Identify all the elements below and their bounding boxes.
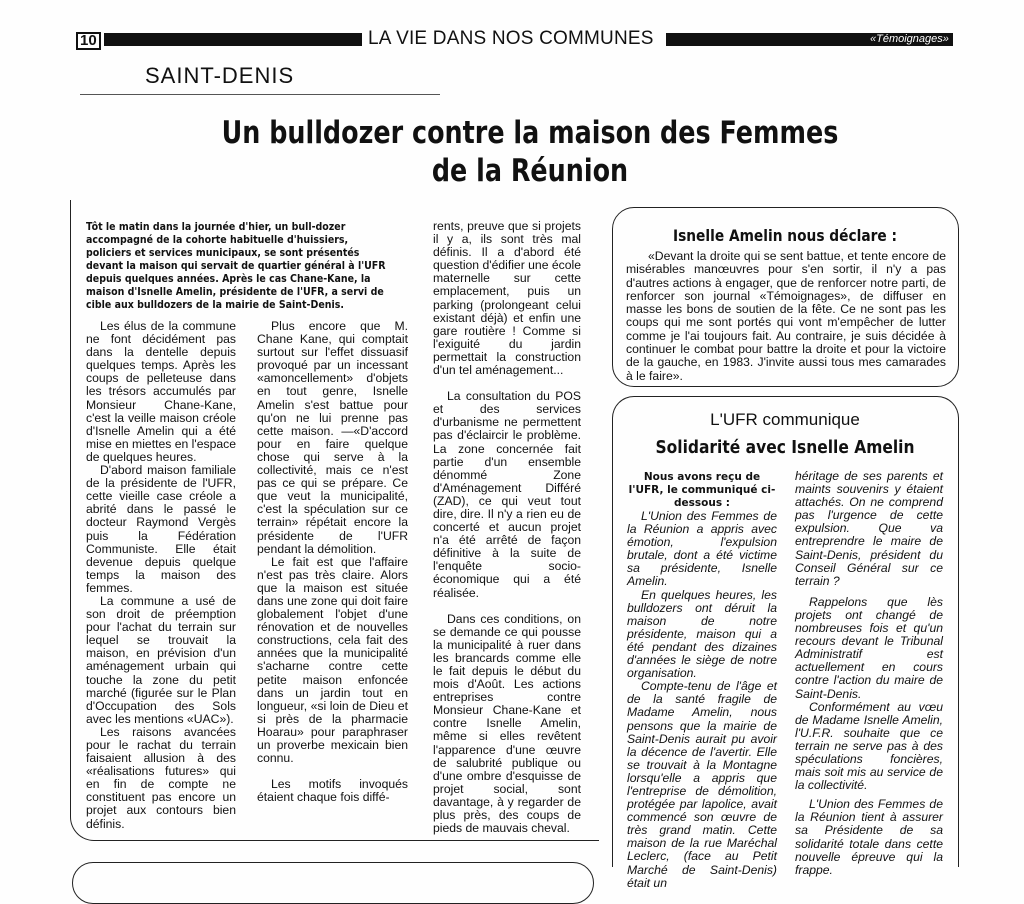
- paragraph: D'abord maison familiale de la présidente de l'UFR, cette vieille case créole a abrité dans le passé le docteur Raymond Vergès puis la Fédération Communiste. Elle était devenue depuis quelque temps la maison des femmes.: [86, 463, 236, 595]
- paragraph: La consultation du POS et des services d'urbanisme ne permettent pas d'éclaircir le problème. La zone concernée fait partie d'un ensemble dénommé Zone d'Aménagement Différé (ZAD), ce qui veut tout dire, dire. Il n'y a rien eu de concerté et aucun projet n'a été arrêté de façon définitive à la suite de l'enquête socio-économique qui a été réalisée.: [433, 389, 581, 600]
- paragraph: rents, preuve que si projets il y a, ils sont très mal définis. Il a d'abord été question d'édifier une école maternelle sur cette emplacement, puis un parking (prolongeant celui existant déjà) et enfin une gare routière ! Comme si l'exiguité du jardin permettait la construction d'un tel aménagement...: [433, 219, 582, 378]
- article-column-1: [86, 320, 236, 831]
- page-number: 10: [76, 32, 101, 50]
- paragraph: La commune a usé de son droit de préemption pour l'achat du terrain sur lequel se trouvait la maison, en prévision d'un aménagement urbain qui touche la zone du petit marché (figurée sur le Plan d'Occupation des Sols avec les mentions «UAC»).: [86, 593, 236, 726]
- section-title: LA VIE DANS NOS COMMUNES: [368, 28, 654, 49]
- next-article-frame: [72, 862, 594, 904]
- paragraph: Conformément au vœu de Madame Isnelle Amelin, l'U.F.R. souhaite que ce terrain ne serve pas à des spéculations foncières, mais soit mis au service de la collectivité.: [795, 699, 943, 793]
- declaration-body: «Devant la droite qui se sent battue, et tente encore de misérables manœuvres pour s'en sortir, il n'y a pas d'autres actions à engager, que de renforcer notre parti, de renforcer son journal «Témoignages», de diffuser en masse les bons de soutien de la fête. Ce ne sont pas les coups qui me sont portés qui vont m'empêcher de lutter comme je l'ai toujours fait. Au contraire, je suis décidée à continuer le combat pour battre la droite et pour la victoire de la gauche, en 1983. J'invite aussi tous mes camarades à le faire».: [626, 249, 946, 383]
- locality-rule: [80, 94, 440, 95]
- article-column-2: [257, 320, 408, 804]
- ufr-intro: Nous avons reçu de l'UFR, le communiqué ci-dessous :: [628, 471, 776, 509]
- ufr-column-1: [627, 471, 777, 890]
- paragraph: Rappelons que lès projets ont changé de nombreuses fois et qu'un recours devant le Tribunal Administratif est actuellement en cours contre l'action du maire de Saint-Denis.: [795, 594, 943, 701]
- paragraph: L'Union des Femmes de la Réunion tient à assurer sa Présidente de sa solidarité totale dans cette nouvelle épreuve qui la frappe.: [795, 797, 943, 877]
- paragraph: Les raisons avancées pour le rachat du terrain faisaient allusion à des «réalisations futures» qui en fin de compte ne constituent pas encore un projet aux contours bien définis.: [86, 724, 236, 831]
- paragraph: En quelques heures, les bulldozers ont déruit la maison de notre présidente, maison qui a été pendant des dizaines d'années le siège de notre organisation.: [627, 587, 777, 681]
- article-column-3: [433, 220, 581, 835]
- header-rule-right: [666, 33, 866, 46]
- locality-label: SAINT-DENIS: [145, 63, 295, 88]
- header-rule-left: [104, 33, 362, 46]
- paragraph: L'Union des Femmes de la Réunion a appris avec émotion, l'expulsion brutale, dont a été victime sa présidente, Isnelle Amelin.: [627, 509, 777, 589]
- paragraph: Le fait est que l'affaire n'est pas très claire. Alors que la maison est située dans une zone qui doit faire globalement l'objet d'une rénovation et de nouvelles constructions, cela fait des années que la municipalité s'acharne contre cette petite maison enfoncée dans un jardin tout en longueur, «si loin de Dieu et si près de la pharmacie Hoarau» pour paraphraser un proverbe mexicain bien connu.: [257, 554, 408, 766]
- ufr-kicker: L'UFR communique: [710, 410, 860, 429]
- headline: [194, 114, 866, 190]
- headline-line-2: de la Réunion: [431, 153, 629, 189]
- declaration-title: Isnelle Amelin nous déclare :: [672, 226, 898, 245]
- paragraph: Compte-tenu de l'âge et de la santé fragile de Madame Amelin, nous pensons que la mairie de Saint-Denis aurait pu avoir la décence de l'avertir. Elle se trouvait à la Montagne lorsqu'elle a appris que l'entreprise de démolition, protégée par lapolice, avait commencé son œuvre de très grand matin. Cette maison de la rue Maréchal Leclerc, (face au Petit Marché de Saint-Denis) était un: [627, 679, 777, 890]
- paragraph: Dans ces conditions, on se demande ce qui pousse la municipalité à ruer dans les brancards comme elle le fait depuis le début du mois d'Août. Les actions entreprises contre Monsieur Chane-Kane et contre Isnelle Amelin, même si elles revêtent l'apparence d'une œuvre de salubrité publique ou d'une ombre d'esquisse de projet social, sont davantage, à y regarder de plus près, des coups de pieds de mauvais cheval.: [433, 611, 581, 836]
- ufr-title: Solidarité avec Isnelle Amelin: [655, 437, 915, 458]
- paragraph: Les élus de la commune ne font décidément pas dans la dentelle depuis quelques temps. Après les coups de pelleteuse dans les trésors accumulés par Monsieur Chane-Kane, c'est la veille maison créole d'Isnelle Amelin qui a été mise en miettes en l'espace de quelques heures.: [86, 319, 237, 464]
- paragraph: Les motifs invoqués étaient chaque fois diffé-: [257, 777, 408, 805]
- headline-line-1: Un bulldozer contre la maison des Femmes: [221, 115, 839, 151]
- publication-name: «Témoignages»: [866, 33, 953, 46]
- paragraph: héritage de ses parents et maints souvenirs y étaient attachés. On ne comprend pas l'urgence de cette expulsion. Que va entreprendre le maire de Saint-Denis, président du Conseil Général sur ce terrain ?: [795, 469, 943, 588]
- paragraph: Plus encore que M. Chane Kane, qui comptait surtout sur l'effet dissuasif provoqué par un incessant «amoncellement» d'objets en tout genre, Isnelle Amelin s'est battue pour qu'on ne lui prenne pas cette maison. —«D'accord pour en faire quelque chose qui serve à la collectivité, mais ce n'est pas ce qui se prépare. Ce que veut la municipalité, c'est la spéculation sur ce terrain» répétait encore la présidente de l'UFR pendant la démolition.: [257, 319, 408, 556]
- article-lede: Tôt le matin dans la journée d'hier, un bull-dozer accompagné de la cohorte habituelle d'huissiers, policiers et services municipaux, se sont présentés devant la maison qui servait de quartier général à l'UFR depuis quelques années. Après le cas Chane-Kane, la maison d'Isnelle Amelin, présidente de l'UFR, a servi de cible aux bulldozers de la mairie de Saint-Denis.: [86, 220, 386, 311]
- ufr-column-2: [795, 470, 943, 877]
